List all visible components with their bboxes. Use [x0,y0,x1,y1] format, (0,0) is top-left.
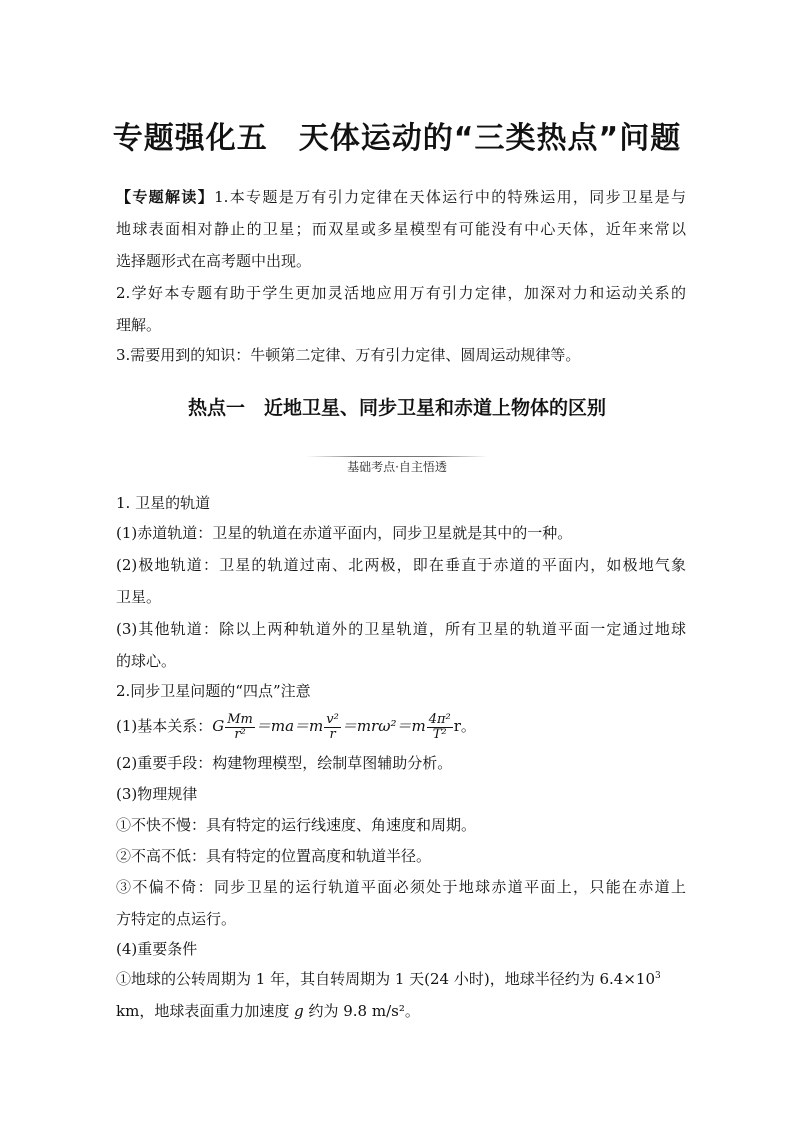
section-banner [306,454,488,478]
formula-eq1: ＝ma＝m [255,717,324,735]
intro-line-3: 选择题形式在高考题中出现。 [116,252,312,270]
sync-p2: (2)重要手段：构建物理模型，绘制草图辅助分析。 [116,754,453,772]
condition-1b: km，地球表面重力加速度 g 约为 9.8 m/s²。 [116,1002,420,1020]
page-title: 专题强化五 天体运动的“三类热点”问题 [112,121,682,156]
intro-label: 【专题解读】 [116,188,215,206]
section-title: 热点一 近地卫星、同步卫星和赤道上物体的区别 [187,397,606,419]
fraction-Mm-r2: $\frac{Mm}{\text{r²}}$ [227,711,253,742]
banner-label: 基础考点·自主悟透 [347,460,447,474]
intro-line-5: 理解。 [116,316,162,334]
orbit-p3b: 的球心。 [116,652,177,670]
symbol-g: g [294,1002,304,1020]
exponent: 3 [655,971,661,981]
formula-tail: r。 [453,717,476,735]
rule-2: ②不高不低：具有特定的位置高度和轨道半径。 [116,847,432,865]
rule-3b: 方特定的点运行。 [116,910,237,928]
rule-3a: ③不偏不倚：同步卫星的运行轨道平面必须处于地球赤道平面上，只能在赤道上 [116,878,686,896]
orbit-p3a: (3)其他轨道：除以上两种轨道外的卫星轨道，所有卫星的轨道平面一定通过地球 [116,620,686,638]
formula-prefix: (1)基本关系： [116,717,213,735]
intro-line-6: 3.需要用到的知识：牛顿第二定律、万有引力定律、圆周运动规律等。 [116,346,581,364]
orbit-p2b: 卫星。 [116,588,162,606]
orbit-p1: (1)赤道轨道：卫星的轨道在赤道平面内，同步卫星就是其中的一种。 [116,524,573,542]
rule-1: ①不快不慢：具有特定的运行线速度、角速度和周期。 [116,816,477,834]
intro-line-1 [116,186,686,208]
sync-p4: (4)重要条件 [116,940,198,958]
intro-line-4: 2.学好本专题有助于学生更加灵活地应用万有引力定律，加深对力和运动关系的 [116,284,686,302]
formula-eq2: ＝mrω²＝m [341,717,426,735]
orbit-p2a: (2)极地轨道：卫星的轨道过南、北两极，即在垂直于赤道的平面内，如极地气象 [116,556,686,574]
formula-G: G [212,717,225,735]
condition-1a-text: ①地球的公转周期为 1 年，其自转周期为 1 天(24 小时)，地球半径约为 6.4×10 [116,970,655,988]
banner-rule [306,456,488,457]
condition-1a [116,968,686,990]
formula-line [116,706,686,746]
sync-heading: 2.同步卫星问题的“四点”注意 [116,682,311,700]
intro-line-2: 地球表面相对静止的卫星；而双星或多星模型有可能没有中心天体，近年来常以 [116,220,686,238]
fraction-v2-r: $\frac{\text{v²}}{r}$ [326,711,339,742]
intro-text-1: 1.本专题是万有引力定律在天体运行中的特殊运用，同步卫星是与 [214,188,686,206]
fraction-4pi2-T2: $\frac{\text{4π²}}{\text{T²}}$ [428,711,451,742]
sync-p3: (3)物理规律 [116,785,198,803]
orbit-heading: 1. 卫星的轨道 [116,494,211,512]
